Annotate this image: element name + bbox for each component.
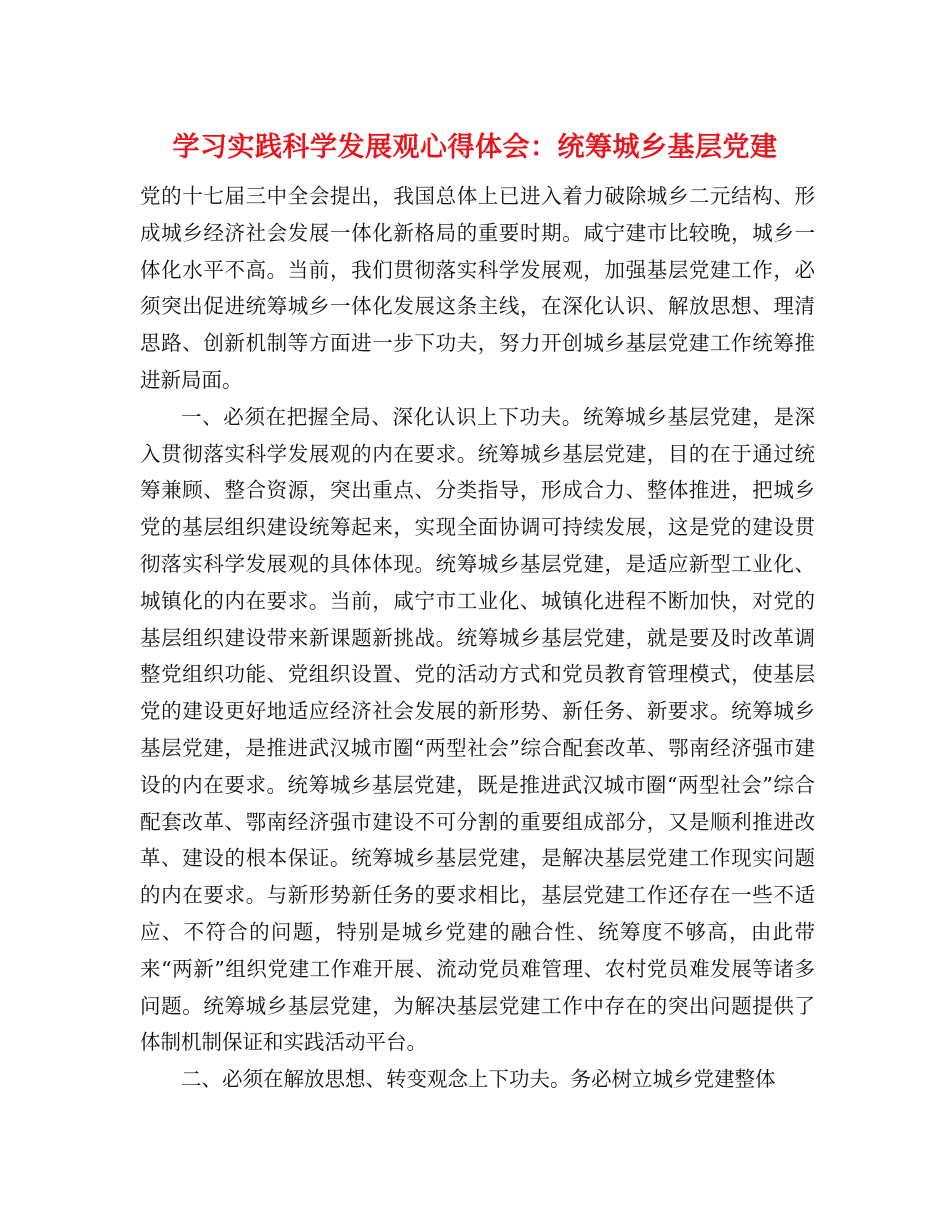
- document-title: 学习实践科学发展观心得体会：统筹城乡基层党建: [172, 132, 778, 163]
- paragraph-section-one: 一、必须在把握全局、深化认识上下功夫。统筹城乡基层党建，是深入贯彻落实科学发展观的内在要求。统筹城乡基层党建，目的在于通过统筹兼顾、整合资源，突出重点、分类指导，形成合力、整体推进，把城乡党的基层组织建设统筹起来，实现全面协调可持续发展，这是党的建设贯彻落实科学发展观的具体体现。统筹城乡基层党建，是适应新型工业化、城镇化的内在要求。当前，咸宁市工业化、城镇化进程不断加快，对党的基层组织建设带来新课题新挑战。统筹城乡基层党建，就是要及时改革调整党组织功能、党组织设置、党的活动方式和党员教育管理模式，使基层党的建设更好地适应经济社会发展的新形势、新任务、新要求。统筹城乡基层党建，是推进武汉城市圈“两型社会”综合配套改革、鄂南经济强市建设的内在要求。统筹城乡基层党建，既是推进武汉城市圈“两型社会”综合配套改革、鄂南经济强市建设不可分割的重要组成部分，又是顺利推进改革、建设的根本保证。统筹城乡基层党建，是解决基层党建工作现实问题的内在要求。与新形势新任务的要求相比，基层党建工作还存在一些不适应、不符合的问题，特别是城乡党建的融合性、统筹度不够高，由此带来“两新”组织党建工作难开展、流动党员难管理、农村党员难发展等诸多问题。统筹城乡基层党建，为解决基层党建工作中存在的突出问题提供了体制机制保证和实践活动平台。: [140, 404, 815, 1055]
- paragraph-intro: 党的十七届三中全会提出，我国总体上已进入着力破除城乡二元结构、形成城乡经济社会发展一体化新格局的重要时期。咸宁建市比较晚，城乡一体化水平不高。当前，我们贯彻落实科学发展观，加强基层党建工作，必须突出促进统筹城乡一体化发展这条主线，在深化认识、解放思想、理清思路、创新机制等方面进一步下功夫，努力开创城乡基层党建工作统筹推进新局面。: [140, 184, 815, 392]
- paragraph-section-two: 二、必须在解放思想、转变观念上下功夫。务必树立城乡党建整体: [181, 1067, 776, 1092]
- document-body: [140, 178, 815, 1098]
